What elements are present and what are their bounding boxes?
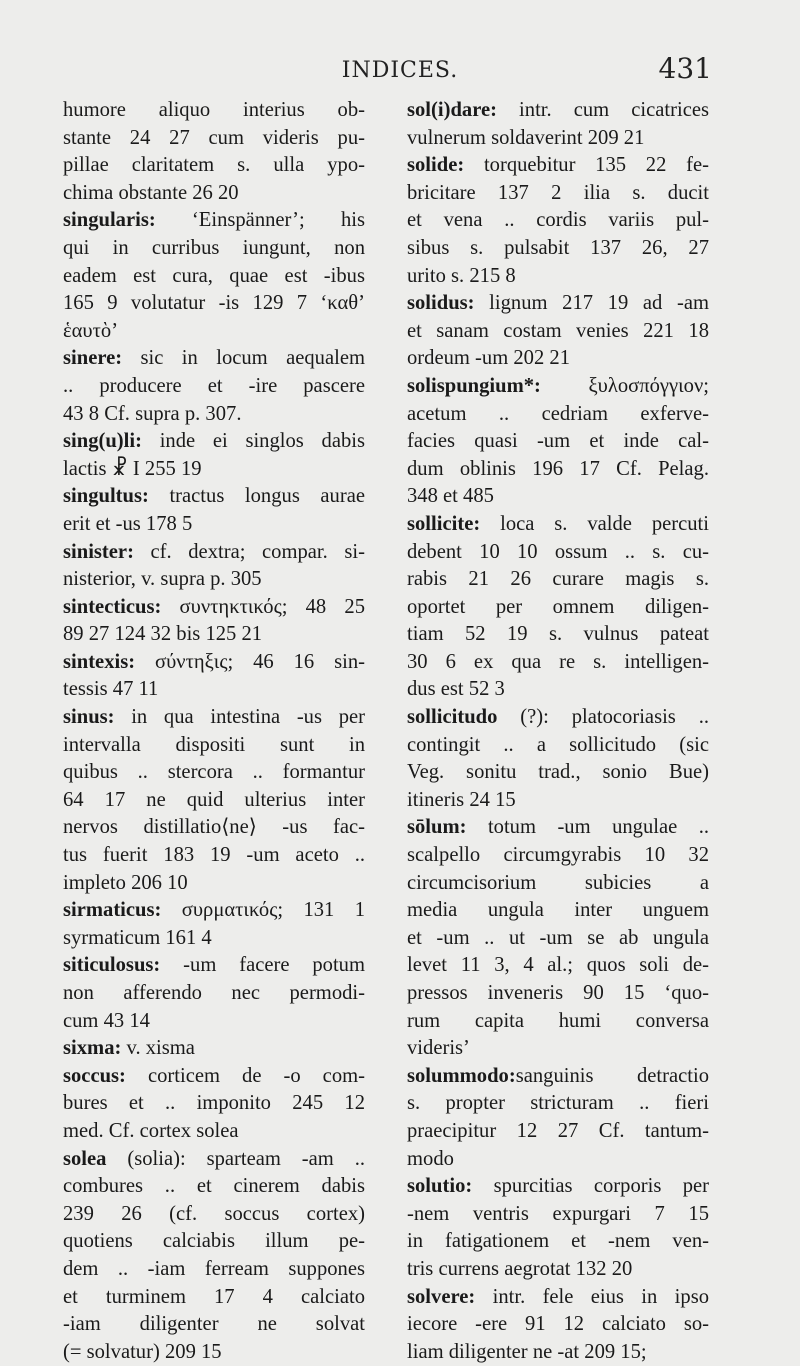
entry-text: lactis ☧ I 255 19 <box>63 457 202 480</box>
entry-text: ordeum -um 202 21 <box>407 347 571 370</box>
entry-text: sibus s. pulsabit 137 26, 27 <box>407 236 709 259</box>
entry-line <box>407 263 709 291</box>
entry-line <box>63 649 365 677</box>
entry-line <box>63 1311 365 1339</box>
index-entry <box>63 1035 365 1063</box>
entry-text: humore aliquo interius ob- <box>63 99 365 121</box>
headword: sinus: <box>63 706 115 729</box>
entry-text: pillae claritatem s. ulla ypo- <box>63 154 365 177</box>
entry-line <box>407 1201 709 1229</box>
index-entry <box>407 1284 709 1366</box>
entry-line <box>407 345 709 373</box>
entry-line <box>407 842 709 870</box>
entry-line <box>407 456 709 484</box>
index-entry <box>63 345 365 428</box>
entry-line <box>407 621 709 649</box>
entry-text: combures .. et cinerem dabis <box>63 1175 365 1198</box>
entry-line <box>407 1311 709 1339</box>
index-entry <box>63 594 365 649</box>
entry-text: s. propter stricturam .. fieri <box>407 1092 709 1115</box>
headword: sirmaticus: <box>63 899 162 922</box>
entry-text: σύντηξις; 46 16 sin- <box>135 650 365 673</box>
entry-text: rum capita humi conversa <box>407 1009 709 1032</box>
entry-line <box>63 1090 365 1118</box>
entry-line <box>63 345 365 373</box>
entry-line <box>63 759 365 787</box>
headword: sintecticus: <box>63 595 162 618</box>
entry-line <box>407 511 709 539</box>
entry-line <box>407 704 709 732</box>
entry-line <box>63 1201 365 1229</box>
headword: soccus: <box>63 1064 126 1087</box>
entry-line <box>63 870 365 898</box>
entry-line <box>407 180 709 208</box>
entry-text: συρματικός; 131 1 <box>161 899 365 922</box>
entry-text: quotiens calciabis illum pe- <box>63 1230 365 1253</box>
entry-text: nervos distillatio⟨ne⟩ -us fac- <box>63 816 365 839</box>
entry-line <box>407 235 709 263</box>
entry-line <box>63 676 365 704</box>
entry-line <box>63 621 365 649</box>
entry-text: cf. dextra; compar. si- <box>133 540 365 563</box>
entry-line <box>407 1008 709 1036</box>
entry-text: scalpello circumgyrabis 10 32 <box>407 844 709 867</box>
entry-text: corticem de -o com- <box>125 1064 365 1087</box>
entry-line <box>63 1173 365 1201</box>
entry-line <box>63 1228 365 1256</box>
entry-text: ξυλοσπόγγιον; <box>540 374 709 397</box>
left-column <box>63 97 365 1366</box>
entry-line <box>407 787 709 815</box>
entry-line <box>407 952 709 980</box>
entry-line <box>407 483 709 511</box>
entry-text: συντηκτικός; 48 25 <box>161 595 365 618</box>
entry-line <box>407 318 709 346</box>
entry-line <box>63 401 365 429</box>
entry-line <box>407 1256 709 1284</box>
page-header <box>0 52 800 92</box>
entry-line <box>407 539 709 567</box>
entry-line <box>63 1035 365 1063</box>
headword: solummodo: <box>407 1064 516 1087</box>
index-entry <box>407 97 709 152</box>
index-entry <box>63 1146 365 1366</box>
entry-text: et -um .. ut -um se ab ungula <box>407 926 709 949</box>
entry-text: syrmaticum 161 4 <box>63 926 212 949</box>
entry-line <box>63 704 365 732</box>
entry-line <box>63 511 365 539</box>
entry-text: (?): platocoriasis .. <box>497 706 709 729</box>
entry-text: chima obstante 26 20 <box>63 181 239 204</box>
entry-line <box>63 814 365 842</box>
entry-line <box>407 1284 709 1312</box>
entry-line <box>63 152 365 180</box>
entry-text: ‘Einspänner’; his <box>155 209 365 232</box>
entry-line <box>407 1146 709 1174</box>
index-entry <box>63 649 365 704</box>
entry-line <box>63 897 365 925</box>
entry-line <box>63 952 365 980</box>
entry-line <box>407 290 709 318</box>
entry-text: intr. fele eius in ipso <box>475 1285 709 1308</box>
entry-text: tiam 52 19 s. vulnus pateat <box>407 623 709 646</box>
entry-line <box>407 1339 709 1366</box>
entry-text: tris currens aegrotat 132 20 <box>407 1257 633 1280</box>
entry-line <box>407 594 709 622</box>
entry-line <box>63 1284 365 1312</box>
entry-line <box>63 1118 365 1146</box>
entry-line <box>63 483 365 511</box>
index-entry <box>63 952 365 1035</box>
entry-text: dus est 52 3 <box>407 678 505 701</box>
entry-text: v. xisma <box>121 1037 195 1060</box>
entry-text: 239 26 (cf. soccus cortex) <box>63 1202 365 1225</box>
entry-text: circumcisorium subicies a <box>407 871 709 894</box>
entry-text: modo <box>407 1147 454 1170</box>
entry-line <box>63 456 365 484</box>
entry-text: tus fuerit 183 19 -um aceto .. <box>63 844 365 867</box>
entry-text: et turminem 17 4 calciato <box>63 1285 365 1308</box>
entry-line <box>407 401 709 429</box>
entry-line <box>63 566 365 594</box>
entry-line <box>407 373 709 401</box>
entry-text: quibus .. stercora .. formantur <box>63 761 365 784</box>
entry-text: loca s. valde percuti <box>480 512 709 535</box>
entry-text: debent 10 10 ossum .. s. cu- <box>407 540 709 563</box>
entry-text: dum oblinis 196 17 Cf. Pelag. <box>407 457 709 480</box>
entry-text: -nem ventris expurgari 7 15 <box>407 1202 709 1225</box>
entry-line <box>63 97 365 125</box>
entry-line <box>407 732 709 760</box>
index-entry <box>63 428 365 483</box>
headword: sinere: <box>63 347 123 370</box>
entry-line <box>63 980 365 1008</box>
index-entry <box>63 539 365 594</box>
headword: solutio: <box>407 1175 473 1198</box>
entry-line <box>407 125 709 153</box>
entry-text: iecore -ere 91 12 calciato so- <box>407 1313 709 1336</box>
entry-text: impleto 206 10 <box>63 871 188 894</box>
entry-text: et vena .. cordis variis pul- <box>407 209 709 232</box>
entry-line <box>63 125 365 153</box>
entry-text: tessis 47 11 <box>63 678 159 701</box>
entry-line <box>63 290 365 318</box>
entry-text: tractus longus aurae <box>148 485 365 508</box>
entry-text: in fatigationem et -nem ven- <box>407 1230 709 1253</box>
entry-text: bures et .. imponito 245 12 <box>63 1092 365 1115</box>
entry-line <box>63 594 365 622</box>
entry-line <box>63 1146 365 1174</box>
entry-line <box>407 428 709 456</box>
headword: solvere: <box>407 1285 476 1308</box>
entry-line <box>63 1339 365 1366</box>
entry-line <box>63 428 365 456</box>
index-entry <box>407 511 709 704</box>
entry-text: erit et -us 178 5 <box>63 512 193 535</box>
entry-text: spurcitias corporis per <box>472 1175 709 1198</box>
entry-text: itineris 24 15 <box>407 788 516 811</box>
headword: sol(i)dare: <box>407 99 497 121</box>
headword: sixma: <box>63 1037 122 1060</box>
entry-line <box>407 566 709 594</box>
entry-text: sanguinis detractio <box>515 1064 709 1087</box>
entry-text: -iam diligenter ne solvat <box>63 1313 365 1336</box>
entry-line <box>407 649 709 677</box>
index-entry <box>63 207 365 345</box>
entry-text: media ungula inter unguem <box>407 899 709 922</box>
entry-text: totum -um ungulae .. <box>466 816 709 839</box>
headword: solispungium*: <box>407 374 541 397</box>
entry-line <box>63 1063 365 1091</box>
index-entry <box>407 1173 709 1283</box>
entry-line <box>63 842 365 870</box>
entry-line <box>63 207 365 235</box>
index-entry <box>407 1063 709 1173</box>
entry-line <box>407 152 709 180</box>
entry-text: non afferendo nec permodi- <box>63 982 365 1004</box>
headword: sollicitudo <box>407 706 498 729</box>
index-entry <box>63 483 365 538</box>
entry-text: .. producere et -ire pascere <box>63 374 365 397</box>
right-column <box>407 97 709 1366</box>
entry-text: (= solvatur) 209 15 <box>63 1340 222 1363</box>
entry-line <box>63 180 365 208</box>
headword: solidus: <box>407 292 475 315</box>
entry-text: lignum 217 19 ad -am <box>474 292 709 315</box>
entry-line <box>407 897 709 925</box>
entry-text: 165 9 volutatur -is 129 7 ‘καθ’ <box>63 292 365 315</box>
entry-text: sic in locum aequalem <box>122 347 365 370</box>
entry-line <box>407 1118 709 1146</box>
entry-line <box>407 814 709 842</box>
entry-text: 89 27 124 32 bis 125 21 <box>63 623 263 646</box>
entry-line <box>63 1256 365 1284</box>
entry-text: qui in curribus iungunt, non <box>63 236 365 259</box>
index-entry <box>63 1063 365 1146</box>
entry-line <box>63 539 365 567</box>
index-entry <box>63 704 365 897</box>
entry-text: videris’ <box>407 1037 470 1060</box>
entry-text: nisterior, v. supra p. 305 <box>63 568 262 591</box>
entry-text: eadem est cura, quae est -ibus <box>63 264 365 287</box>
headword: singultus: <box>63 485 149 508</box>
index-entry <box>407 152 709 290</box>
entry-text: -um facere potum <box>160 954 365 977</box>
index-entry <box>407 290 709 373</box>
index-entry <box>407 373 709 511</box>
entry-text: torquebitur 135 22 fe- <box>464 154 709 177</box>
entry-line <box>63 1008 365 1036</box>
entry-text: med. Cf. cortex solea <box>63 1119 239 1142</box>
entry-line <box>407 1035 709 1063</box>
entry-line <box>407 870 709 898</box>
entry-line <box>407 1228 709 1256</box>
page-number: 431 <box>658 52 712 85</box>
headword: sinister: <box>63 540 134 563</box>
entry-text: Veg. sonitu trad., sonio Bue) <box>407 761 709 784</box>
entry-text: 43 8 Cf. supra p. 307. <box>63 402 242 425</box>
entry-text: et sanam costam venies 221 18 <box>407 319 709 342</box>
entry-text: 30 6 ex qua re s. intelligen- <box>407 650 709 673</box>
entry-line <box>63 263 365 291</box>
entry-text: 64 17 ne quid ulterius inter <box>63 788 365 811</box>
entry-line <box>63 318 365 346</box>
entry-text: (solia): sparteam -am .. <box>106 1147 365 1170</box>
entry-text: liam diligenter ne -at 209 15; <box>407 1340 647 1363</box>
headword: solide: <box>407 154 465 177</box>
entry-text: dem .. -iam ferream suppones <box>63 1257 365 1280</box>
running-title: INDICES. <box>341 58 459 83</box>
headword: sintexis: <box>63 650 136 673</box>
entry-text: facies quasi -um et inde cal- <box>407 430 709 453</box>
entry-line <box>63 373 365 401</box>
headword: sollicite: <box>407 512 481 535</box>
index-entry <box>407 814 709 1062</box>
entry-line <box>407 1090 709 1118</box>
entry-line <box>407 1173 709 1201</box>
entry-line <box>63 732 365 760</box>
headword: sōlum: <box>407 816 467 839</box>
index-entry <box>63 97 365 207</box>
entry-text: ἑαυτὸ’ <box>63 319 119 342</box>
entry-text: urito s. 215 8 <box>407 264 516 287</box>
entry-text: 348 et 485 <box>407 485 494 508</box>
entry-text: cum 43 14 <box>63 1009 150 1032</box>
entry-text: contingit .. a sollicitudo (sic <box>407 733 709 756</box>
entry-text: bricitare 137 2 ilia s. ducit <box>407 181 709 204</box>
index-entry <box>63 897 365 952</box>
entry-line <box>407 759 709 787</box>
headword: solea <box>63 1147 107 1170</box>
entry-text: intr. cum cicatrices <box>497 99 709 121</box>
entry-line <box>63 925 365 953</box>
index-entry <box>407 704 709 814</box>
entry-line <box>407 925 709 953</box>
entry-text: inde ei singlos dabis <box>141 430 365 453</box>
entry-text: acetum .. cedriam exferve- <box>407 402 709 425</box>
entry-text: pressos inveneris 90 15 ‘quo- <box>407 982 709 1004</box>
entry-line <box>407 97 709 125</box>
entry-text: intervalla dispositi sunt in <box>63 733 365 756</box>
headword: sing(u)li: <box>63 430 142 453</box>
entry-line <box>407 980 709 1008</box>
entry-line <box>407 1063 709 1091</box>
entry-text: rabis 21 26 curare magis s. <box>407 568 709 591</box>
headword: siticulosus: <box>63 954 161 977</box>
entry-text: oportet per omnem diligen- <box>407 595 709 618</box>
entry-text: stante 24 27 cum videris pu- <box>63 126 365 149</box>
entry-line <box>63 787 365 815</box>
entry-line <box>407 676 709 704</box>
entry-text: levet 11 3, 4 al.; quos soli de- <box>407 954 709 977</box>
entry-text: vulnerum soldaverint 209 21 <box>407 126 645 149</box>
entry-text: praecipitur 12 27 Cf. tantum- <box>407 1119 709 1142</box>
entry-line <box>407 207 709 235</box>
entry-text: in qua intestina -us per <box>114 706 365 729</box>
entry-line <box>63 235 365 263</box>
headword: singularis: <box>63 209 156 232</box>
